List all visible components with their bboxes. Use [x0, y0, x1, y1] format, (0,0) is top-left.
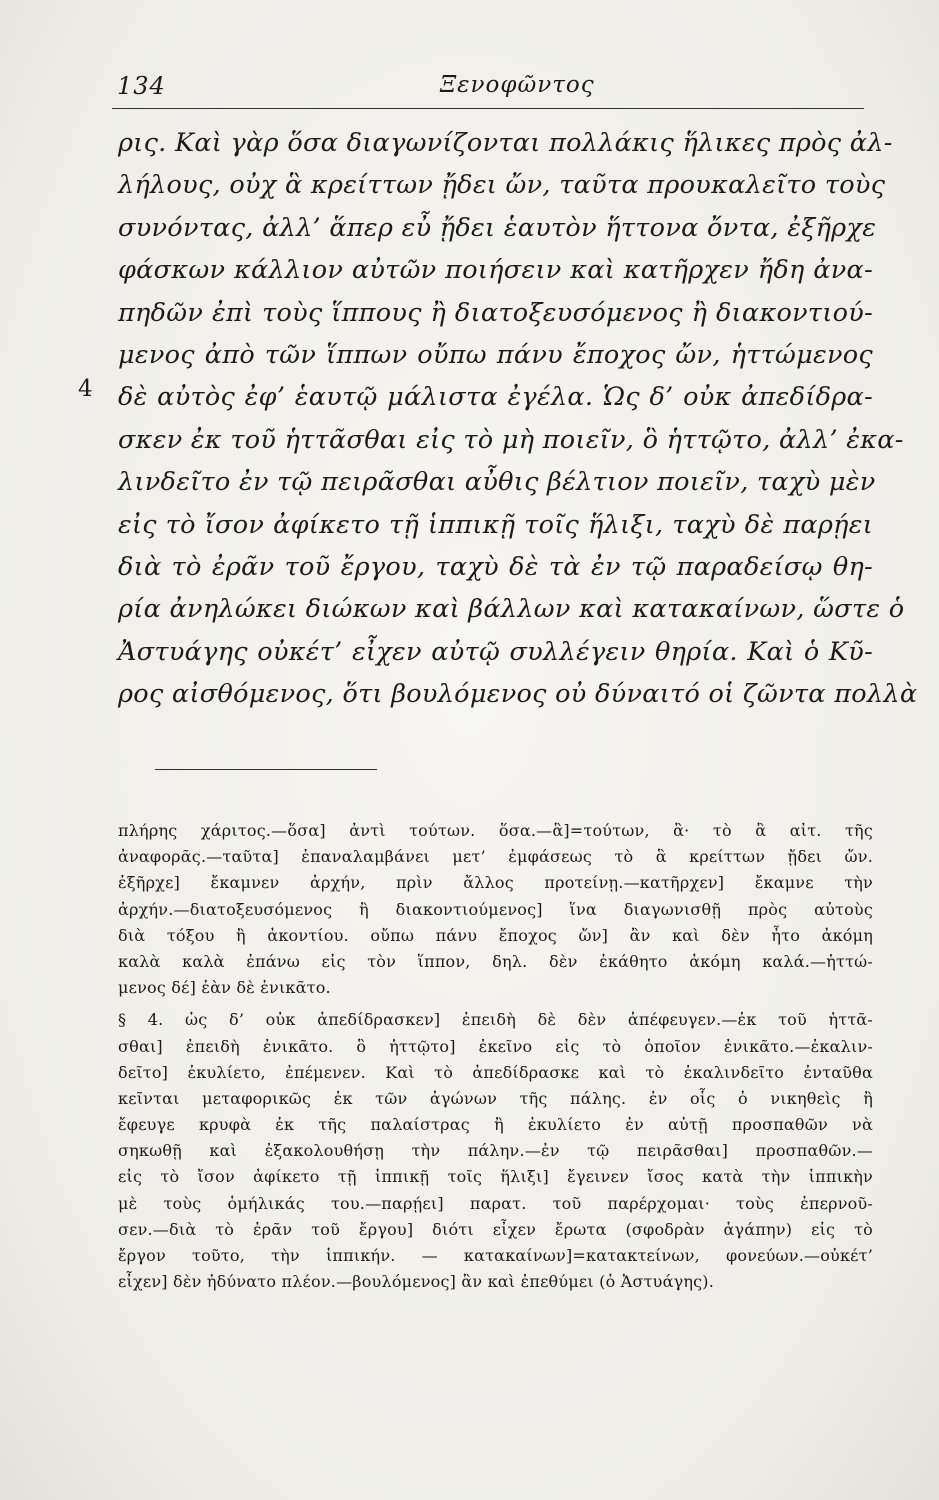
text-line: λήλους, οὐχ ἃ κρείττων ᾔδει ὤν, ταῦτα προυκαλεῖτο τοὺς: [118, 170, 886, 201]
note-line: δεῖτο] ἐκυλίετο, ἐπέμενεν. Καὶ τὸ ἀπεδίδρασκε καὶ τὸ ἐκαλινδεῖτο ἐνταῦθα: [118, 1062, 873, 1082]
text-line: ρις. Καὶ γὰρ ὅσα διαγωνίζονται πολλάκις ἥλικες πρὸς ἀλ-: [118, 128, 893, 158]
text-line: δὲ αὐτὸς ἐφ’ ἑαυτῷ μάλιστα ἐγέλα. Ὡς δ’ οὐκ ἀπεδίδρα-: [118, 382, 873, 413]
note-line: εἰς τὸ ἴσον ἀφίκετο τῇ ἱππικῇ τοῖς ἥλιξι] ἔγεινεν ἴσος κατὰ τὴν ἱππικὴν: [118, 1167, 873, 1187]
text-line: σκεν ἐκ τοῦ ἡττᾶσθαι εἰς τὸ μὴ ποιεῖν, ὃ ἡττῷτο, ἀλλ’ ἐκα-: [118, 424, 904, 455]
note-line: σηκωθῇ καὶ ἐξακολουθήσῃ τὴν πάλην.—ἐν τῷ πειρᾶσθαι] προσπαθῶν.—: [118, 1141, 873, 1161]
note-line: διὰ τόξου ἢ ἀκοντίου. οὔπω πάνυ ἔποχος ὤν] ἂν καὶ δὲν ἦτο ἀκόμη: [118, 925, 873, 945]
text-line: εἰς τὸ ἴσον ἀφίκετο τῇ ἱππικῇ τοῖς ἥλιξι, ταχὺ δὲ παρῄει: [118, 509, 873, 540]
section-line-wrapper: [78, 376, 878, 418]
note-line: κεῖνται μεταφορικῶς ἐκ τῶν ἀγώνων τῆς πάλης. ἐν οἷς ὁ νικηθεὶς ἢ: [118, 1088, 873, 1108]
note-line: ἀναφορᾶς.—ταῦτα] ἐπαναλαμβάνει μετ’ ἐμφάσεως τὸ ἃ κρείττων ᾔδει ὤν.: [118, 847, 873, 867]
note-line: εἶχεν] δὲν ἠδύνατο πλέον.—βουλόμενος] ἂν καὶ ἐπεθύμει (ὁ Ἀστυάγης).: [118, 1272, 715, 1292]
running-title: Ξενοφῶντος: [440, 72, 595, 98]
text-line: διὰ τὸ ἐρᾶν τοῦ ἔργου, ταχὺ δὲ τὰ ἐν τῷ παραδείσῳ θη-: [118, 551, 873, 582]
text-line: μενος ἀπὸ τῶν ἵππων οὔπω πάνυ ἔποχος ὤν, ἡττώμενος: [118, 339, 873, 370]
section-marker: 4: [78, 376, 93, 403]
note-line: καλὰ καλὰ ἐπάνω εἰς τὸν ἵππον, δηλ. δὲν ἐκάθητο ἀκόμη καλά.—ἡττώ-: [118, 951, 873, 971]
footnote-rule: [155, 769, 377, 770]
note-line: ἔργον τοῦτο, τὴν ἱππικήν. — κατακαίνων]=κατακτείνων, φονεύων.—οὐκέτ’: [118, 1246, 873, 1265]
note-line: πλήρης χάριτος.—ὅσα] ἀντὶ τούτων. ὅσα.—ἃ]=τούτων, ἃ· τὸ ἃ αἰτ. τῆς: [118, 821, 873, 840]
page-number: 134: [117, 72, 166, 100]
note-line: ἐξῆρχε] ἔκαμνεν ἀρχήν, πρὶν ἄλλος προτείνῃ.—κατῆρχεν] ἔκαμνε τὴν: [118, 873, 873, 893]
text-line: ρος αἰσθόμενος, ὅτι βουλόμενος οὐ δύναιτό οἱ ζῶντα πολλὰ: [118, 679, 918, 710]
note-line: § 4. ὡς δ’ οὐκ ἀπεδίδρασκεν] ἐπειδὴ δὲ δὲν ἀπέφευγεν.—ἐκ τοῦ ἡττᾶ-: [118, 1010, 873, 1030]
text-line: λινδεῖτο ἐν τῷ πειρᾶσθαι αὖθις βέλτιον ποιεῖν, ταχὺ μὲν: [118, 467, 876, 498]
page-header: [115, 68, 870, 102]
commentary-notes: [118, 818, 878, 1295]
text-line: ρία ἀνηλώκει διώκων καὶ βάλλων καὶ κατακαίνων, ὥστε ὁ: [118, 594, 905, 625]
note-line: σθαι] ἐπειδὴ ἐνικᾶτο. ὃ ἡττῷτο] ἐκεῖνο εἰς τὸ ὁποῖον ἐνικᾶτο.—ἐκαλιν-: [118, 1036, 873, 1056]
main-text: [78, 122, 918, 715]
note-line: σεν.—διὰ τὸ ἐρᾶν τοῦ ἔργου] διότι εἶχεν ἔρωτα (σφοδρὰν ἀγάπην) εἰς τὸ: [118, 1219, 873, 1239]
text-line: Ἀστυάγης οὐκέτ’ εἶχεν αὐτῷ συλλέγειν θηρία. Καὶ ὁ Κῦ-: [118, 636, 873, 667]
note-line: ἀρχήν.—διατοξευσόμενος ἢ διακοντιούμενος] ἵνα διαγωνισθῇ πρὸς αὐτοὺς: [118, 899, 873, 919]
note-line: μὲ τοὺς ὁμήλικάς του.—παρῄει] παρατ. τοῦ παρέρχομαι· τοὺς ἐπερνοῦ-: [118, 1193, 873, 1213]
note-line: μενος δέ] ἐὰν δὲ ἐνικᾶτο.: [118, 978, 331, 998]
text-line: συνόντας, ἀλλ’ ἅπερ εὖ ᾔδει ἑαυτὸν ἥττονα ὄντα, ἐξῆρχε: [118, 212, 877, 243]
text-line: πηδῶν ἐπὶ τοὺς ἵππους ἢ διατοξευσόμενος ἢ διακοντιού-: [118, 297, 873, 328]
text-line: φάσκων κάλλιον αὐτῶν ποιήσειν καὶ κατῆρχεν ἤδη ἀνα-: [118, 255, 873, 286]
header-rule: [112, 108, 864, 109]
note-line: ἔφευγε κρυφὰ ἐκ τῆς παλαίστρας ἢ ἐκυλίετο ἐν αὐτῇ προσπαθῶν νὰ: [118, 1115, 873, 1135]
